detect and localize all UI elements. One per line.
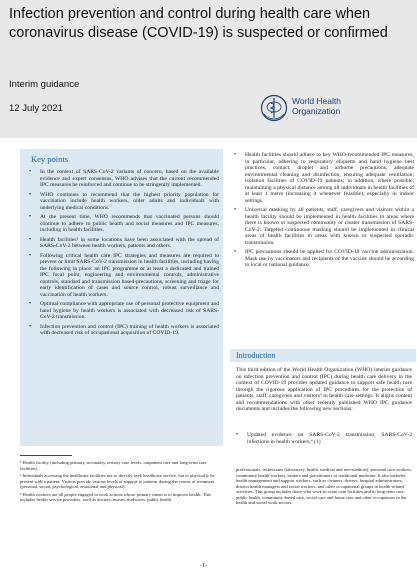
introduction-bullet (236, 432, 412, 448)
list-item (29, 253, 219, 299)
list-item-text: Universal masking by all patients, staff, caregivers and visitors within a health facility should be implemented in health facilities in areas where there is known or suspected community or cluster transmission of SARS-CoV-2. Targeted continuous masking should be implemented in clinical areas of health facilities in areas with known or suspected sporadic transmission. (245, 207, 414, 246)
introduction-heading: Introduction (236, 351, 276, 360)
footnotes-left (20, 460, 217, 505)
list-item-text: IPC precautions should be applied for COVID-19 vaccine administration. Mask use by vaccinators and recipients of the vaccine should be according to local or national guidance. (245, 249, 414, 268)
footnote-continued: professionals, technicians (laboratory, health, medical and non-medical), personal care workers, community health workers, healers and practitioners of traditional medicine. It also includes health management and support workers, such as cleaners, drivers, hospital administrators, district health managers and social workers, and other occupational groups in health-related activities. This group includes those who work in acute care facilities and in long-term care, public health, community-based care, social care and home care and other occupations in the health and social work sectors. (236, 467, 412, 505)
key-points-heading: Key points (31, 154, 69, 164)
bullet-dot-icon: • (234, 207, 237, 213)
list-item-text: In the context of SARS-CoV-2 variants of concern, based on the available evidence and expert consensus, WHO advises that the current recommended IPC measures be reinforced and continue to be stringently implemented. (40, 169, 219, 188)
footnotes-right (236, 467, 412, 508)
list-item (29, 169, 219, 189)
list-item (29, 192, 219, 212)
bullet-dot-icon: • (29, 323, 32, 330)
list-item (234, 207, 414, 246)
list-item-text: Infection prevention and control (IPC) training of health workers is associated with decreased risk of occupational acquisition of COVID-19. (40, 323, 219, 336)
page-title: Infection prevention and control during health care when coronavirus disease (COVID-19) is suspected or confirmed (9, 6, 388, 41)
key-points-continued-list (234, 152, 414, 272)
who-logo (260, 94, 410, 124)
bullet-dot-icon: • (29, 191, 32, 198)
footnote: ³ Health workers are all people engaged in work actions whose primary intent is to improve health. This includes health service providers, such as doctors, nurses, midwives, public health (20, 491, 211, 502)
list-item-text: Health facilities¹ in some locations have been associated with the spread of SARS-CoV-2 between health workers, patients and others. (40, 236, 219, 249)
list-item-text: Updated evidence on SARS-CoV-2 transmission, SARS-CoV-2 infections in health workers,⁴ (1) (247, 432, 412, 445)
bullet-dot-icon: • (234, 249, 237, 255)
publication-date: 12 July 2021 (9, 103, 63, 114)
bullet-dot-icon: • (29, 252, 32, 259)
logo-wordmark: World Health Organization (292, 96, 341, 116)
who-emblem-icon (260, 94, 288, 122)
list-item (234, 249, 414, 269)
bullet-dot-icon: • (234, 152, 237, 158)
list-item (234, 152, 414, 204)
list-item-text: Optimal compliance with appropriate use of personal protective equipment and hand hygiene by health workers is associated with decreased risk of SARS-CoV-2 transmission. (40, 301, 219, 320)
list-item-text: WHO continues to recommend that the highest priority population for vaccination include health workers, older adults and individuals with underlying medical conditions. (40, 191, 219, 211)
list-item (29, 301, 219, 321)
footnote: ² Individuals accessing the healthcare facilities not to directly seek healthcare service, but to physically be present with a patient. Visitors provide various levels of support to patients during the course of treatment (personal, social, psychological, emotional and physical). (20, 473, 215, 489)
introduction-paragraph: This third edition of the World Health Organization (WHO) interim guidance on infection prevention and control (IPC) during health care delivery in the context of COVID-19 provides updated guidance to support safe health care through the rigorous application of IPC procedures for the protection of patients, staff, caregivers and visitors³ in health care settings. It aligns content and recommendations with other recently published WHO IPC guidance documents and includes the following new sections: (236, 367, 412, 412)
list-item-text: At the present time, WHO recommends that vaccinated persons should continue to adhere to public health and social measures and IPC measures, including in health facilities. (40, 214, 219, 233)
list-item (29, 214, 219, 234)
bullet-dot-icon: • (29, 214, 32, 220)
bullet-dot-icon: • (29, 236, 32, 243)
guidance-type: Interim guidance (9, 79, 80, 90)
list-item (29, 324, 219, 337)
key-points-list (29, 169, 219, 340)
list-item-text: Following critical health care IPC strategies and measures are required to prevent or limit SARS-CoV-2 transmission in health facilities, including having the following in place: an IPC programme or at least a dedicated and trained IPC focal point, engineering and environmental controls, administrative controls, standard and transmission based-precautions, screening and triage for early identification of cases and source control, robust surveillance and vaccination of health workers. (40, 252, 219, 298)
list-item-text: Health facilities should adhere to key WHO-recommended IPC measures, in particular, adhering to respiratory etiquette and hand hygiene best practices, contact, droplet and airborne precautions, adequate environmental cleaning and disinfection, ensuring adequate ventilation; isolation facilities of COVID-19 patients; in addition, where possible, maintaining a physical distance among all individuals in health facilities of at least 1 metre (increasing it whenever feasible), especially in indoor settings. (245, 152, 414, 204)
list-item (236, 432, 412, 445)
page-number: -1- (200, 563, 207, 569)
footnote-divider (20, 455, 72, 456)
list-item (29, 237, 219, 250)
footnote: ¹ Health facility (including primary, secondary, tertiary care levels, outpatient care and long-term care facilities) (20, 460, 207, 471)
bullet-dot-icon: • (236, 432, 239, 438)
bullet-dot-icon: • (29, 169, 32, 175)
bullet-dot-icon: • (29, 301, 32, 307)
